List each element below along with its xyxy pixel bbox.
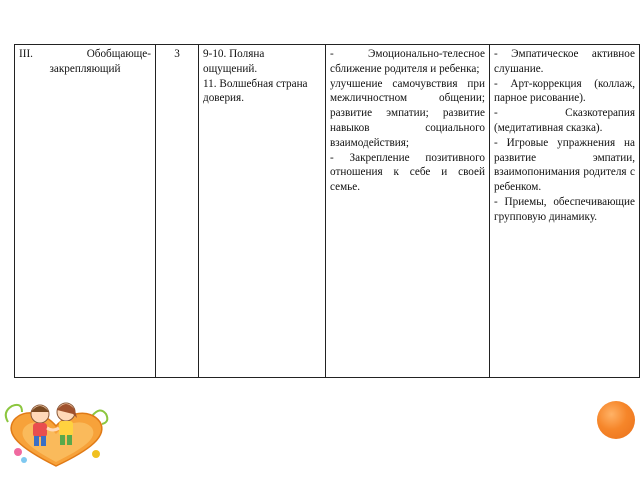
method-item: - Игровые упражнения на развитие эмпатии, взаимопонимания родителя с ребенком. [494, 136, 635, 194]
goals-cell [326, 45, 490, 378]
goal-item: улучшение самочувствия при межличностном общении; развитие эмпатии; развитие навыков социального взаимодействия; [330, 77, 485, 149]
orange-circle-icon [597, 401, 635, 439]
stage-cell [15, 45, 156, 378]
children-on-heart-icon [0, 392, 112, 470]
program-table [14, 44, 640, 378]
methods-cell [490, 45, 640, 378]
stage-name-part1: Обобщающе- [86, 48, 151, 60]
method-item: - Приемы, обеспечивающие групповую динамику. [494, 195, 635, 223]
table-row [15, 45, 640, 378]
stage-number: III. [19, 48, 33, 60]
topic-item: 9-10. Поляна ощущений. [203, 48, 265, 75]
stage-name-part2: закрепляющий [49, 62, 121, 75]
sessions-count: 3 [174, 48, 180, 60]
method-item: - Эмпатическое активное слушание. [494, 48, 635, 75]
topic-item: 11. Волшебная страна доверия. [203, 77, 308, 105]
sessions-cell [156, 45, 199, 378]
method-item: - Арт-коррекция (коллаж, парное рисование). [494, 77, 635, 105]
topics-cell [199, 45, 326, 378]
goal-item: - Эмоционально-телесное сближение родителя и ребенка; [330, 48, 485, 75]
goal-item: - Закрепление позитивного отношения к себе и своей семье. [330, 151, 485, 194]
method-item: - Сказкотерапия (медитативная сказка). [494, 107, 635, 134]
